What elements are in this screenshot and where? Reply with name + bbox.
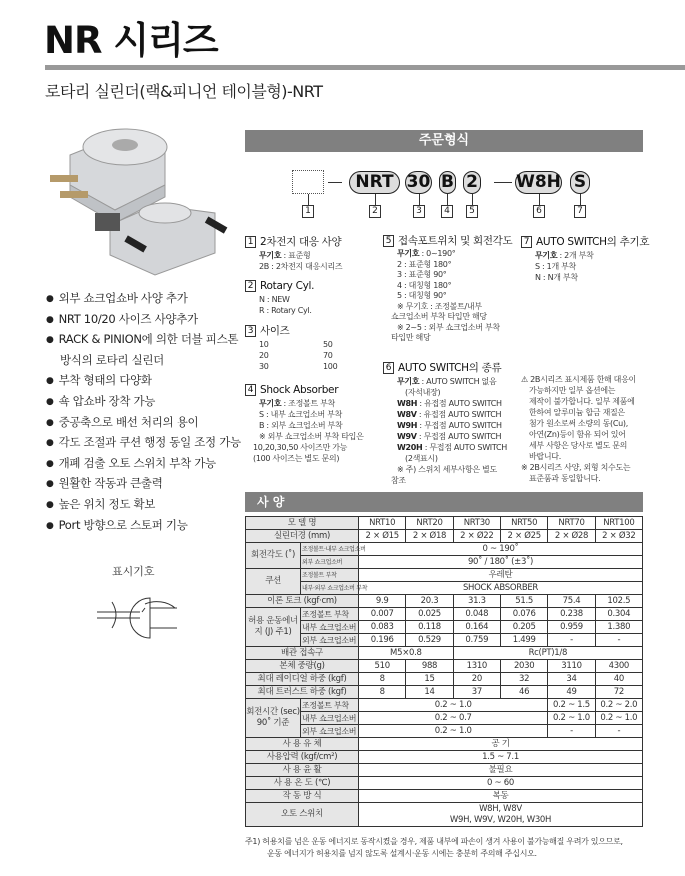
spec-table [245, 516, 643, 827]
spec-value-cell: 8 [359, 673, 406, 686]
spec-label-cell: 회전각도 (˚) [246, 543, 301, 569]
code-number: 6 [533, 205, 545, 218]
spec-value-cell: 0.164 [453, 621, 500, 634]
spec-label-cell: 허용 운동에너지 (J) 주1) [246, 608, 301, 647]
spec-value-cell: 2 × Ø28 [548, 530, 595, 543]
spec-value-cell: 1.499 [501, 634, 548, 647]
spec-value-cell: 20 [453, 673, 500, 686]
title-divider [45, 65, 685, 70]
spec-label-cell: 실린더경 (mm) [246, 530, 359, 543]
spec-value-cell: - [595, 634, 642, 647]
code-number: 1 [302, 205, 314, 218]
code-blank-box [292, 170, 324, 194]
feature-item: ● 높은 위치 정도 확보 [46, 495, 241, 516]
page-subtitle: 로타리 실린더(랙&피니언 테이블형)-NRT [45, 82, 323, 101]
spec-row [246, 725, 643, 738]
option-rotary: 2 Rotary Cyl. N : NEW R : Rotary Cyl. [245, 280, 380, 316]
spec-value-cell: 공 기 [359, 738, 643, 751]
spec-value-cell: NRT100 [595, 517, 642, 530]
option-size: 3 사이즈 10 50 20 70 30 100 [245, 325, 380, 372]
spec-label-cell: 외부 쇼크업소버 [301, 725, 359, 738]
spec-value-cell: 14 [406, 686, 453, 699]
code-dash [328, 182, 342, 183]
spec-value-cell: W8H, W8V W9H, W9V, W20H, W30H [359, 803, 643, 827]
spec-value-cell: - [548, 725, 595, 738]
option-battery: 1 2차전지 대응 사양 무기호 : 표준형 2B : 2차전지 대응시리즈 [245, 236, 380, 272]
spec-value-cell: 0.2 ~ 1.0 [548, 712, 595, 725]
page-title: NR 시리즈 [44, 19, 218, 62]
code-number: 5 [466, 205, 478, 218]
spec-label-cell: 최대 트러스트 하중 (kgf) [246, 686, 359, 699]
spec-value-cell: - [595, 725, 642, 738]
spec-row [246, 751, 643, 764]
spec-value-cell: 0.048 [453, 608, 500, 621]
spec-value-cell: 0.529 [406, 634, 453, 647]
spec-label-cell: 본체 중량(g) [246, 660, 359, 673]
spec-value-cell: 9.9 [359, 595, 406, 608]
spec-row [246, 608, 643, 621]
spec-row [246, 647, 643, 660]
spec-value-cell: 0.304 [595, 608, 642, 621]
spec-label-cell: 내부·외부 쇼크업소버 부착 [301, 582, 359, 595]
feature-item: ● 중공축으로 배선 처리의 용이 [46, 413, 241, 434]
spec-value-cell: 75.4 [548, 595, 595, 608]
spec-value-cell: 0.2 ~ 1.0 [359, 725, 548, 738]
spec-row [246, 556, 643, 569]
code-switch-qty: S [570, 171, 590, 194]
spec-value-cell: 0.2 ~ 1.5 [548, 699, 595, 712]
spec-value-cell: NRT30 [453, 517, 500, 530]
rotary-actuator-symbol-icon [95, 590, 185, 640]
spec-label-cell: 조정볼트 부착 [301, 569, 359, 582]
spec-value-cell: 복동 [359, 790, 643, 803]
option-shock: 4 Shock Absorber 무기호 : 조정볼트 부착 S : 내부 쇼크업소버 부착 B : 외부 쇼크업소버 부착 ※ 외부 쇼크업소버 부착 타입은 10,20,30,50 사이즈만 가능 (100 사이즈는 별도 문의) [245, 384, 380, 464]
spec-value-cell: 46 [501, 686, 548, 699]
code-number: 3 [413, 205, 425, 218]
spec-value-cell: 1310 [453, 660, 500, 673]
spec-row [246, 738, 643, 751]
spec-value-cell: 90˚ / 180˚ (±3˚) [359, 556, 643, 569]
spec-row [246, 699, 643, 712]
spec-row [246, 621, 643, 634]
spec-label-cell: 배관 접속구 [246, 647, 359, 660]
spec-value-cell: SHOCK ABSORBER [359, 582, 643, 595]
spec-value-cell: NRT50 [501, 517, 548, 530]
spec-value-cell: 510 [359, 660, 406, 673]
code-dash [494, 182, 512, 183]
spec-value-cell: 32 [501, 673, 548, 686]
spec-label-cell: 내부 쇼크업소버 [301, 621, 359, 634]
spec-row [246, 777, 643, 790]
spec-value-cell: - [548, 634, 595, 647]
spec-value-cell: 2 × Ø15 [359, 530, 406, 543]
spec-label-cell: 쿠션 [246, 569, 301, 595]
code-number: 4 [441, 205, 453, 218]
spec-value-cell: 1.5 ~ 7.1 [359, 751, 643, 764]
spec-value-cell: 0.196 [359, 634, 406, 647]
spec-value-cell: 34 [548, 673, 595, 686]
spec-value-cell: 72 [595, 686, 642, 699]
spec-value-cell: 31.3 [453, 595, 500, 608]
spec-label-cell: 작 동 방 식 [246, 790, 359, 803]
spec-label-cell: 오토 스위치 [246, 803, 359, 827]
spec-value-cell: 불필요 [359, 764, 643, 777]
spec-row [246, 595, 643, 608]
spec-label-cell: 이론 토크 (kgf·cm) [246, 595, 359, 608]
spec-row [246, 764, 643, 777]
spec-value-cell: 4300 [595, 660, 642, 673]
feature-item: ● NRT 10/20 사이즈 사양추가 [46, 310, 241, 331]
spec-value-cell: 40 [595, 673, 642, 686]
spec-label-cell: 최대 레이디얼 하중 (kgf) [246, 673, 359, 686]
spec-value-cell: 3110 [548, 660, 595, 673]
spec-value-cell: 2 × Ø32 [595, 530, 642, 543]
product-image [55, 125, 245, 275]
spec-label-cell: 모 델 명 [246, 517, 359, 530]
footnote: 주1) 허용치를 넘은 운동 에너지로 동작시켰을 경우, 제품 내부에 파손이 생겨 사용이 불가능해질 우려가 있으므로, 운동 에너지가 허용치를 넘지 않도록 설계시·운동 시에는 충분히 주의해 주십시오. [245, 837, 623, 858]
code-switch: W8H [516, 172, 561, 192]
spec-value-cell: 0.2 ~ 0.7 [359, 712, 548, 725]
spec-row [246, 712, 643, 725]
spec-value-cell: 15 [406, 673, 453, 686]
spec-row [246, 803, 643, 827]
spec-label-cell: 외부 쇼크업소버 [301, 634, 359, 647]
spec-label-cell: 조정볼트 부착 [301, 608, 359, 621]
spec-label-cell: 사용압력 (kgf/cm²) [246, 751, 359, 764]
spec-label-cell: 외부 쇼크업소버 [301, 556, 359, 569]
feature-item: ● 원활한 작동과 큰출력 [46, 474, 241, 495]
spec-value-cell: 0.118 [406, 621, 453, 634]
spec-value-cell: 0.2 ~ 1.0 [595, 712, 642, 725]
spec-value-cell: 0.959 [548, 621, 595, 634]
feature-list [46, 289, 241, 536]
spec-row [246, 673, 643, 686]
option-port: 5 접속포트위치 및 회전각도 무기호 : 0~190° 2 : 표준형 180° 3 : 표준형 90° 4 : 대칭형 180° 5 : 대칭형 90° ※ 무기호 : 조정볼트/내부 쇼크업소버 부착 타입만 해당 ※ 2~5 : 외부 쇼크업소버 부착 타입만 해당 [383, 235, 518, 344]
feature-item: ● Port 방향으로 스토퍼 기능 [46, 516, 241, 537]
spec-label-cell: 회전시간 (sec) 90˚ 기준 [246, 699, 301, 738]
spec-value-cell: 2 × Ø18 [406, 530, 453, 543]
spec-value-cell: 51.5 [501, 595, 548, 608]
feature-item: ● 외부 쇼크업쇼바 사양 추가 [46, 289, 241, 310]
feature-item: ● RACK & PINION에 의한 더블 피스톤 [46, 330, 241, 351]
code-port: 2 [463, 171, 481, 194]
spec-value-cell: 0.238 [548, 608, 595, 621]
spec-value-cell: 988 [406, 660, 453, 673]
code-shock: B [439, 171, 456, 194]
spec-row [246, 660, 643, 673]
spec-row [246, 517, 643, 530]
spec-value-cell: 0.759 [453, 634, 500, 647]
spec-value-cell: 102.5 [595, 595, 642, 608]
spec-value-cell: 0 ~ 60 [359, 777, 643, 790]
spec-value-cell: NRT20 [406, 517, 453, 530]
spec-label-cell: 사 용 온 도 (℃) [246, 777, 359, 790]
spec-value-cell: NRT70 [548, 517, 595, 530]
spec-value-cell: NRT10 [359, 517, 406, 530]
spec-value-cell: 49 [548, 686, 595, 699]
spec-row [246, 582, 643, 595]
option-switch-type: 6 AUTO SWITCH의 종류 무기호 : AUTO SWITCH 없음 (자석내장) W8H : 유접점 AUTO SWITCH W8V : 유접점 AUTO SWITCH W9H : 무접점 AUTO SWITCH W9V : 무접점 AUTO SWITCH W20H : 무접점 AUTO SWITCH (2색표시) ※ 주) 스위치 세부사항은 별도 참조 [383, 362, 518, 486]
symbol-label: 표시기호 [112, 565, 155, 578]
feature-item: ● 개폐 검출 오토 스위치 부착 가능 [46, 454, 241, 475]
lower-cylinder-image [95, 203, 227, 275]
spec-row [246, 634, 643, 647]
code-number: 7 [574, 205, 586, 218]
spec-value-cell: 20.3 [406, 595, 453, 608]
code-size: 30 [406, 172, 431, 192]
spec-value-cell: 0.2 ~ 2.0 [595, 699, 642, 712]
spec-label-cell: 내부 쇼크업소버 [301, 712, 359, 725]
spec-header: 사 양 [245, 492, 643, 512]
spec-value-cell: 0 ~ 190˚ [359, 543, 643, 556]
feature-item: ● 부착 형태의 다양화 [46, 371, 241, 392]
spec-value-cell: 0.205 [501, 621, 548, 634]
feature-item: ● 각도 조절과 쿠션 행정 동일 조정 가능 [46, 433, 241, 454]
spec-row [246, 569, 643, 582]
spec-value-cell: 1.380 [595, 621, 642, 634]
code-series: NRT [349, 171, 400, 194]
spec-value-cell: Rc(PT)1/8 [453, 647, 642, 660]
spec-label-cell: 조정볼트 부착 [301, 699, 359, 712]
code-number: 2 [369, 205, 381, 218]
spec-value-cell: 8 [359, 686, 406, 699]
feature-item: 방식의 로타리 실린더 [60, 352, 164, 367]
option-switch-qty: 7 AUTO SWITCH의 추기호 무기호 : 2개 부착 S : 1개 부착 N : N개 부착 [521, 236, 681, 283]
spec-value-cell: 2 × Ø22 [453, 530, 500, 543]
spec-value-cell: 우레탄 [359, 569, 643, 582]
order-format-header: 주문형식 [245, 130, 643, 152]
spec-row [246, 686, 643, 699]
feature-item: ● 쇽 압쇼바 장착 가능 [46, 392, 241, 413]
spec-value-cell: 0.007 [359, 608, 406, 621]
spec-value-cell: M5×0.8 [359, 647, 454, 660]
spec-value-cell: 0.083 [359, 621, 406, 634]
spec-label-cell: 사 용 유 체 [246, 738, 359, 751]
spec-row [246, 790, 643, 803]
spec-value-cell: 2030 [501, 660, 548, 673]
spec-value-cell: 2 × Ø25 [501, 530, 548, 543]
spec-value-cell: 0.025 [406, 608, 453, 621]
battery-series-note: ⚠ 2B시리즈 표시제품 한해 대응이 가능하지만 일부 옵션에는 제작이 불가합니다. 일부 제품에 한하여 알루미늄 합금 재질은 첨가 원소로써 소량의 동(Cu), 아연(Zn)등이 함유 되어 있어 세부 사항은 당사로 별도 문의 바랍니다. ※ 2B시리즈 사양, 외형 치수도는 표준품과 동일합니다. [521, 375, 636, 483]
spec-row [246, 543, 643, 556]
spec-label-cell: 사 용 윤 활 [246, 764, 359, 777]
spec-value-cell: 37 [453, 686, 500, 699]
spec-value-cell: 0.2 ~ 1.0 [359, 699, 548, 712]
spec-value-cell: 0.076 [501, 608, 548, 621]
spec-row [246, 530, 643, 543]
spec-label-cell: 조정볼트·내부 쇼크업소버 [301, 543, 359, 556]
